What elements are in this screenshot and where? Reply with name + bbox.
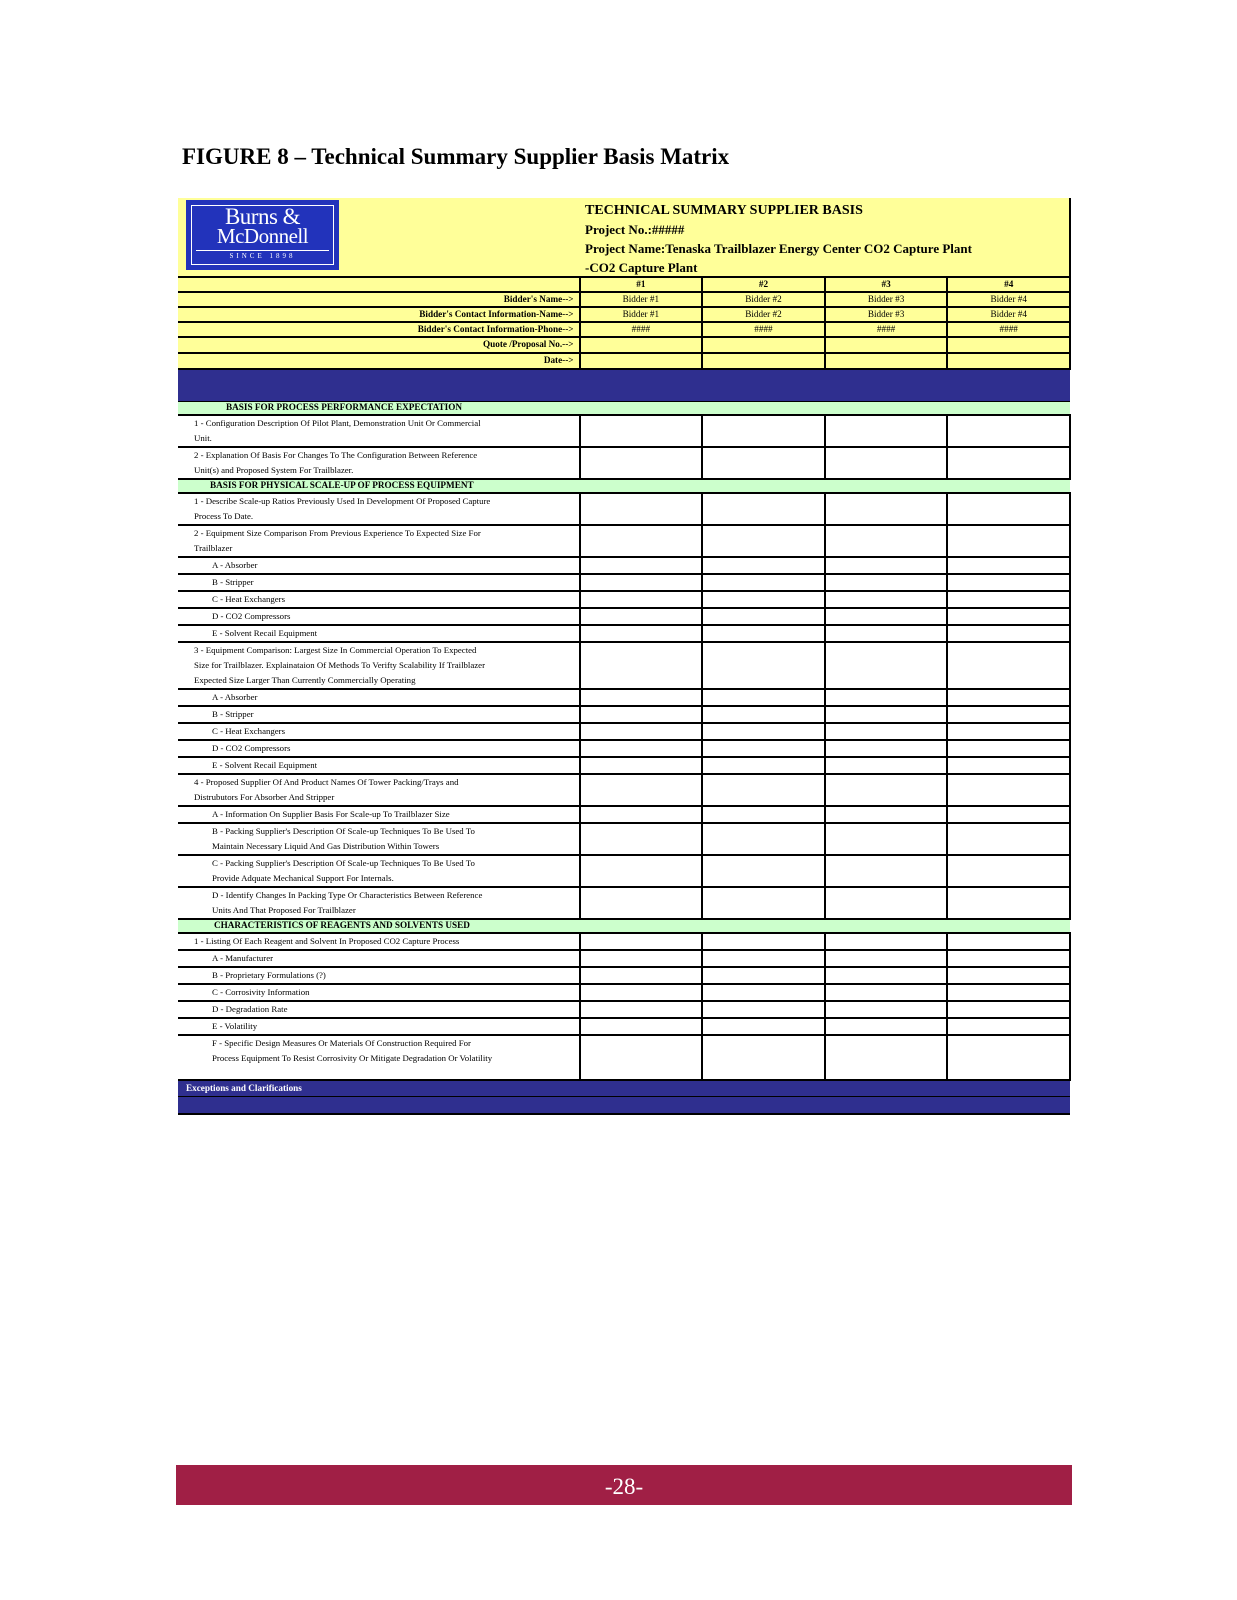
bidder-cell-2[interactable] (702, 625, 825, 642)
bidder-cell-1[interactable] (580, 642, 703, 689)
bidder-cell-3[interactable] (825, 723, 948, 740)
question-line: C - Heat Exchangers (212, 594, 286, 604)
bidder-cell-3[interactable] (825, 353, 948, 369)
bidder-cell-1[interactable] (580, 353, 703, 369)
bidder-cell-4[interactable] (947, 933, 1070, 950)
bidder-cell-4[interactable] (947, 337, 1070, 353)
bidder-cell-3[interactable] (825, 591, 948, 608)
question-line: Expected Size Larger Than Currently Commercially Operating (194, 675, 416, 685)
bidder-info-row (178, 337, 1070, 353)
bidder-cell-4[interactable] (947, 353, 1070, 369)
logo-line1: Burns & (224, 204, 301, 229)
column-number-4: #4 (947, 278, 1070, 292)
bidder-cell-1[interactable] (580, 415, 703, 447)
section-title: BASIS FOR PROCESS PERFORMANCE EXPECTATION (178, 401, 1070, 415)
bidder-cell-2[interactable]: Bidder #2 (702, 307, 825, 322)
bidder-cell-1[interactable] (580, 574, 703, 591)
question-line: 1 - Configuration Description Of Pilot Plant, Demonstration Unit Or Commercial (194, 418, 481, 428)
question-line: Maintain Necessary Liquid And Gas Distribution Within Towers (212, 841, 440, 851)
bidder-cell-2[interactable] (702, 806, 825, 823)
bidder-cell-1[interactable] (580, 447, 703, 479)
bidder-cell-2[interactable] (702, 855, 825, 887)
bidder-cell-2[interactable] (702, 557, 825, 574)
question-line: 2 - Equipment Size Comparison From Previous Experience To Expected Size For (194, 528, 481, 538)
bidder-cell-4[interactable] (947, 806, 1070, 823)
logo-line3: SINCE 1898 (229, 252, 296, 260)
question-line: D - CO2 Compressors (212, 611, 291, 621)
question-text (178, 557, 580, 574)
bidder-cell-4[interactable] (947, 525, 1070, 557)
question-line: B - Stripper (212, 709, 254, 719)
bidder-cell-3[interactable] (825, 933, 948, 950)
question-row (178, 557, 1070, 574)
question-row (178, 447, 1070, 479)
question-line: A - Information On Supplier Basis For Scale-up To Trailblazer Size (212, 809, 450, 819)
bidder-cell-1[interactable] (580, 1001, 703, 1018)
question-line: E - Solvent Recail Equipment (212, 628, 318, 638)
bidder-cell-2[interactable] (702, 1001, 825, 1018)
question-line: Unit. (194, 433, 212, 443)
bidder-cell-2[interactable] (702, 950, 825, 967)
question-line: Distrubutors For Absorber And Stripper (194, 792, 335, 802)
bidder-cell-2[interactable] (702, 723, 825, 740)
question-row (178, 933, 1070, 950)
question-text (178, 933, 580, 950)
question-line: A - Absorber (212, 692, 258, 702)
bidder-cell-3[interactable]: Bidder #3 (825, 307, 948, 322)
bidder-cell-1[interactable]: Bidder #1 (580, 307, 703, 322)
bidder-cell-1[interactable] (580, 625, 703, 642)
bidder-cell-4[interactable] (947, 757, 1070, 774)
question-row (178, 1001, 1070, 1018)
bidder-row-label: Date--> (178, 353, 580, 369)
bidder-cell-1[interactable] (580, 806, 703, 823)
question-line: 2 - Explanation Of Basis For Changes To The Configuration Between Reference (194, 450, 478, 460)
question-text (178, 740, 580, 757)
bidder-cell-1[interactable] (580, 757, 703, 774)
question-text (178, 967, 580, 984)
bidder-cell-4[interactable] (947, 415, 1070, 447)
question-text (178, 625, 580, 642)
bidder-info-row (178, 292, 1070, 307)
question-line: 1 - Listing Of Each Reagent and Solvent In Proposed CO2 Capture Process (194, 936, 460, 946)
bidder-cell-1[interactable] (580, 774, 703, 806)
bidder-cell-1[interactable] (580, 933, 703, 950)
question-row (178, 525, 1070, 557)
bidder-cell-1[interactable] (580, 591, 703, 608)
bidder-cell-1[interactable] (580, 1018, 703, 1035)
question-text (178, 447, 580, 479)
bidder-cell-3[interactable] (825, 1001, 948, 1018)
bidder-cell-3[interactable] (825, 625, 948, 642)
bidder-cell-1[interactable] (580, 967, 703, 984)
bidder-cell-4[interactable] (947, 823, 1070, 855)
question-text (178, 723, 580, 740)
question-line: 3 - Equipment Comparison: Largest Size In Commercial Operation To Expected (194, 645, 477, 655)
section-title: BASIS FOR PHYSICAL SCALE-UP OF PROCESS EQUIPMENT (178, 479, 1070, 493)
project-name: Project Name:Tenaska Trailblazer Energy Center CO2 Capture Plant (585, 241, 972, 256)
question-row (178, 740, 1070, 757)
question-text (178, 415, 580, 447)
bidder-cell-4[interactable] (947, 447, 1070, 479)
bidder-cell-4[interactable] (947, 493, 1070, 525)
question-row (178, 984, 1070, 1001)
bidder-cell-4[interactable] (947, 723, 1070, 740)
question-text (178, 1035, 580, 1080)
bidder-cell-2[interactable] (702, 447, 825, 479)
bidder-cell-4[interactable] (947, 557, 1070, 574)
question-text (178, 689, 580, 706)
question-text (178, 984, 580, 1001)
matrix-table (178, 278, 1071, 1115)
bidder-cell-2[interactable]: #### (702, 322, 825, 337)
bidder-cell-3[interactable] (825, 823, 948, 855)
bidder-info-row (178, 353, 1070, 369)
question-row (178, 855, 1070, 887)
section-title: CHARACTERISTICS OF REAGENTS AND SOLVENTS USED (178, 919, 1070, 933)
exceptions-band (178, 1096, 1070, 1114)
header-text (585, 201, 972, 277)
bidder-cell-4[interactable]: #### (947, 322, 1070, 337)
bidder-cell-2[interactable] (702, 353, 825, 369)
bidder-cell-3[interactable] (825, 855, 948, 887)
exceptions-band-cell (178, 1096, 1070, 1114)
question-row (178, 415, 1070, 447)
bidder-cell-3[interactable] (825, 740, 948, 757)
question-line: D - Degradation Rate (212, 1004, 288, 1014)
bidder-cell-4[interactable] (947, 984, 1070, 1001)
bidder-cell-4[interactable] (947, 706, 1070, 723)
question-row (178, 774, 1070, 806)
bidder-cell-1[interactable] (580, 823, 703, 855)
page-number: -28- (604, 1474, 644, 1499)
bidder-cell-3[interactable] (825, 642, 948, 689)
exceptions-row (178, 1080, 1070, 1096)
bidder-cell-1[interactable] (580, 525, 703, 557)
bidder-cell-4[interactable] (947, 855, 1070, 887)
bidder-cell-2[interactable] (702, 757, 825, 774)
exceptions-title: Exceptions and Clarifications (178, 1080, 1070, 1096)
bidder-cell-2[interactable] (702, 493, 825, 525)
bidder-row-label: Bidder's Name--> (178, 292, 580, 307)
bidder-cell-3[interactable] (825, 557, 948, 574)
question-line: Size for Trailblazer. Explainataion Of Methods To Verifty Scalability If Trailblazer (194, 660, 486, 670)
bidder-cell-4[interactable] (947, 1035, 1070, 1080)
bidder-cell-3[interactable] (825, 984, 948, 1001)
question-row (178, 823, 1070, 855)
matrix-header (178, 198, 1071, 278)
question-line: B - Packing Supplier's Description Of Scale-up Techniques To Be Used To (212, 826, 475, 836)
question-row (178, 689, 1070, 706)
question-line: 4 - Proposed Supplier Of And Product Names Of Tower Packing/Trays and (194, 777, 459, 787)
bidder-cell-1[interactable]: #### (580, 322, 703, 337)
bidder-cell-2[interactable] (702, 774, 825, 806)
blue-band (178, 369, 1070, 401)
column-number-3: #3 (825, 278, 948, 292)
bidder-cell-1[interactable] (580, 337, 703, 353)
bidder-cell-4[interactable] (947, 1018, 1070, 1035)
bidder-row-label: Bidder's Contact Information-Phone--> (178, 322, 580, 337)
question-text (178, 1001, 580, 1018)
bidder-cell-3[interactable] (825, 967, 948, 984)
column-number-row (178, 278, 1070, 292)
bidder-cell-3[interactable] (825, 574, 948, 591)
bidder-cell-3[interactable] (825, 608, 948, 625)
question-text (178, 608, 580, 625)
blue-band-cell (178, 369, 1070, 401)
question-row (178, 806, 1070, 823)
bidder-info-row (178, 322, 1070, 337)
bidder-cell-3[interactable]: Bidder #3 (825, 292, 948, 307)
question-line: F - Specific Design Measures Or Materials Of Construction Required For (212, 1038, 471, 1048)
bidder-cell-3[interactable] (825, 1035, 948, 1080)
bidder-cell-1[interactable] (580, 1035, 703, 1080)
bidder-cell-2[interactable] (702, 689, 825, 706)
question-line: Unit(s) and Proposed System For Trailblazer. (194, 465, 354, 475)
bidder-cell-2[interactable]: Bidder #2 (702, 292, 825, 307)
question-text (178, 642, 580, 689)
question-row (178, 493, 1070, 525)
section-header (178, 919, 1070, 933)
bidder-cell-2[interactable] (702, 967, 825, 984)
bidder-cell-4[interactable] (947, 574, 1070, 591)
question-text (178, 823, 580, 855)
question-line: C - Heat Exchangers (212, 726, 286, 736)
bidder-cell-3[interactable] (825, 887, 948, 919)
project-name-cont: -CO2 Capture Plant (585, 260, 698, 275)
question-line: B - Stripper (212, 577, 254, 587)
bidder-cell-2[interactable] (702, 642, 825, 689)
question-text (178, 774, 580, 806)
figure-title: FIGURE 8 – Technical Summary Supplier Basis Matrix (182, 144, 730, 169)
bidder-cell-2[interactable] (702, 415, 825, 447)
question-row (178, 608, 1070, 625)
question-line: D - CO2 Compressors (212, 743, 291, 753)
question-text (178, 757, 580, 774)
question-row (178, 950, 1070, 967)
question-text (178, 950, 580, 967)
bidder-cell-4[interactable] (947, 689, 1070, 706)
bidder-cell-2[interactable] (702, 574, 825, 591)
question-row (178, 967, 1070, 984)
bidder-cell-3[interactable] (825, 689, 948, 706)
section-header (178, 401, 1070, 415)
column-number-2: #2 (702, 278, 825, 292)
bidder-cell-2[interactable] (702, 933, 825, 950)
bidder-cell-3[interactable] (825, 337, 948, 353)
question-line: Provide Adquate Mechanical Support For Internals. (212, 873, 394, 883)
bidder-cell-1[interactable] (580, 723, 703, 740)
bidder-cell-1[interactable] (580, 689, 703, 706)
question-line: B - Proprietary Formulations (?) (212, 970, 326, 980)
bidder-cell-3[interactable] (825, 525, 948, 557)
bidder-info-row (178, 307, 1070, 322)
bidder-cell-3[interactable] (825, 493, 948, 525)
bidder-cell-2[interactable] (702, 706, 825, 723)
bidder-cell-2[interactable] (702, 823, 825, 855)
question-row (178, 625, 1070, 642)
question-line: Process Equipment To Resist Corrosivity Or Mitigate Degradation Or Volatility (212, 1053, 493, 1063)
bidder-cell-4[interactable]: Bidder #4 (947, 307, 1070, 322)
bidder-cell-2[interactable] (702, 1035, 825, 1080)
project-number: Project No.:##### (585, 222, 685, 237)
question-row (178, 574, 1070, 591)
question-row (178, 591, 1070, 608)
bidder-cell-4[interactable] (947, 774, 1070, 806)
question-line: C - Packing Supplier's Description Of Scale-up Techniques To Be Used To (212, 858, 475, 868)
bidder-cell-2[interactable] (702, 337, 825, 353)
bidder-cell-1[interactable] (580, 887, 703, 919)
bidder-cell-1[interactable] (580, 493, 703, 525)
section-header (178, 479, 1070, 493)
bidder-cell-2[interactable] (702, 525, 825, 557)
bidder-cell-4[interactable] (947, 591, 1070, 608)
question-line: Trailblazer (194, 543, 233, 553)
bidder-row-label: Quote /Proposal No.--> (178, 337, 580, 353)
bidder-cell-1[interactable] (580, 740, 703, 757)
bidder-cell-4[interactable] (947, 950, 1070, 967)
question-row (178, 723, 1070, 740)
bidder-cell-4[interactable] (947, 642, 1070, 689)
bidder-cell-4[interactable] (947, 625, 1070, 642)
bidder-cell-4[interactable] (947, 1001, 1070, 1018)
bidder-cell-1[interactable] (580, 950, 703, 967)
company-logo (186, 200, 339, 270)
question-row (178, 757, 1070, 774)
bidder-cell-1[interactable] (580, 706, 703, 723)
bidder-cell-2[interactable] (702, 591, 825, 608)
question-text (178, 493, 580, 525)
question-text (178, 887, 580, 919)
bidder-cell-3[interactable] (825, 950, 948, 967)
question-line: E - Solvent Recail Equipment (212, 760, 318, 770)
bidder-cell-4[interactable] (947, 608, 1070, 625)
supplier-basis-matrix (178, 198, 1071, 1115)
bidder-cell-3[interactable] (825, 757, 948, 774)
question-row (178, 1018, 1070, 1035)
column-number-1: #1 (580, 278, 703, 292)
question-text (178, 574, 580, 591)
question-line: Process To Date. (194, 511, 254, 521)
logo-line2: McDonnell (216, 224, 309, 248)
bidder-cell-1[interactable] (580, 984, 703, 1001)
bidder-cell-3[interactable] (825, 1018, 948, 1035)
question-row (178, 642, 1070, 689)
bidder-cell-4[interactable] (947, 740, 1070, 757)
bidder-cell-2[interactable] (702, 608, 825, 625)
bidder-cell-3[interactable] (825, 806, 948, 823)
bidder-cell-3[interactable] (825, 447, 948, 479)
question-text (178, 525, 580, 557)
bidder-cell-4[interactable] (947, 967, 1070, 984)
bidder-cell-2[interactable] (702, 984, 825, 1001)
bidder-row-label: Bidder's Contact Information-Name--> (178, 307, 580, 322)
page-footer (176, 1465, 1072, 1505)
question-text (178, 706, 580, 723)
question-row (178, 706, 1070, 723)
question-row (178, 887, 1070, 919)
bidder-cell-2[interactable] (702, 887, 825, 919)
bidder-cell-3[interactable]: #### (825, 322, 948, 337)
question-line: E - Volatility (212, 1021, 258, 1031)
question-line: D - Identify Changes In Packing Type Or Characteristics Between Reference (212, 890, 483, 900)
bidder-cell-1[interactable] (580, 608, 703, 625)
bidder-cell-2[interactable] (702, 740, 825, 757)
bidder-cell-2[interactable] (702, 1018, 825, 1035)
question-row (178, 1035, 1070, 1080)
bidder-cell-4[interactable]: Bidder #4 (947, 292, 1070, 307)
bidder-cell-3[interactable] (825, 774, 948, 806)
question-text (178, 1018, 580, 1035)
question-line: Units And That Proposed For Trailblazer (212, 905, 356, 915)
question-text (178, 806, 580, 823)
question-line: 1 - Describe Scale-up Ratios Previously Used In Development Of Proposed Capture (194, 496, 491, 506)
column-number-label (178, 278, 580, 292)
question-line: C - Corrosivity Information (212, 987, 310, 997)
bidder-cell-1[interactable]: Bidder #1 (580, 292, 703, 307)
question-text (178, 591, 580, 608)
bidder-cell-1[interactable] (580, 557, 703, 574)
bidder-cell-4[interactable] (947, 887, 1070, 919)
question-text (178, 855, 580, 887)
question-line: A - Manufacturer (212, 953, 274, 963)
bidder-cell-3[interactable] (825, 415, 948, 447)
bidder-cell-1[interactable] (580, 855, 703, 887)
matrix-title: TECHNICAL SUMMARY SUPPLIER BASIS (585, 203, 863, 218)
question-line: A - Absorber (212, 560, 258, 570)
bidder-cell-3[interactable] (825, 706, 948, 723)
